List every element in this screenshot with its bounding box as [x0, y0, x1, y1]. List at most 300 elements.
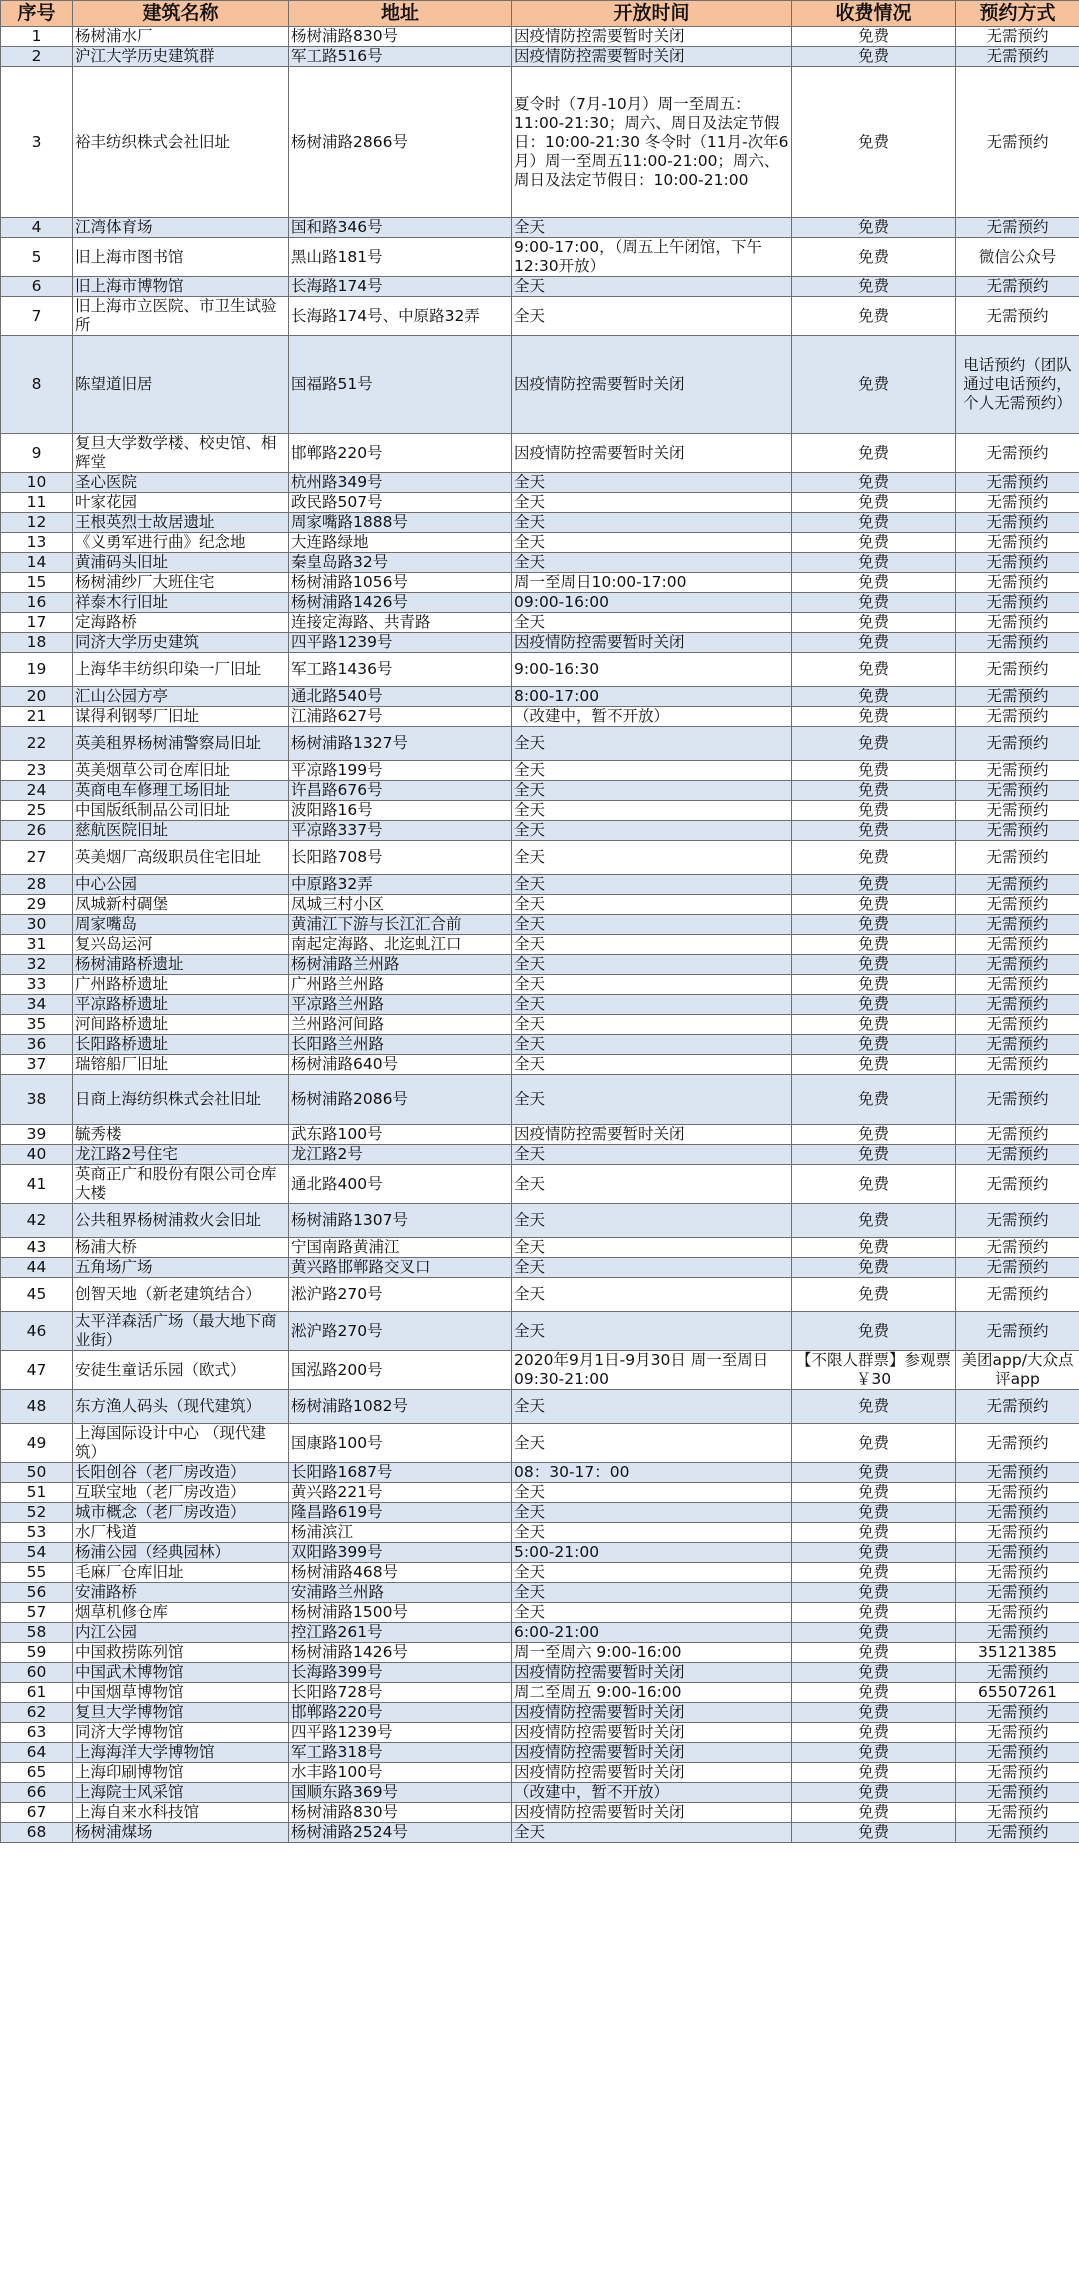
row-index: 47	[1, 1351, 73, 1390]
row-fee: 免费	[792, 1503, 956, 1523]
row-building-name: 陈望道旧居	[73, 336, 289, 434]
table-row	[1, 1390, 1079, 1424]
row-opening-hours: 全天	[512, 493, 792, 513]
row-address: 周家嘴路1888号	[289, 513, 512, 533]
row-building-name: 谋得利钢琴厂旧址	[73, 707, 289, 727]
row-booking: 无需预约	[956, 218, 1079, 238]
row-booking: 无需预约	[956, 761, 1079, 781]
row-booking: 无需预约	[956, 553, 1079, 573]
row-opening-hours: 全天	[512, 895, 792, 915]
row-address: 四平路1239号	[289, 1723, 512, 1743]
row-building-name: 上海印刷博物馆	[73, 1763, 289, 1783]
table-row	[1, 1563, 1079, 1583]
table-row	[1, 1703, 1079, 1723]
row-address: 军工路516号	[289, 47, 512, 67]
row-building-name: 杨树浦水厂	[73, 27, 289, 47]
table-row	[1, 1723, 1079, 1743]
row-index: 64	[1, 1743, 73, 1763]
row-index: 48	[1, 1390, 73, 1424]
row-fee: 免费	[792, 1763, 956, 1783]
row-index: 15	[1, 573, 73, 593]
table-row	[1, 1055, 1079, 1075]
table-row	[1, 935, 1079, 955]
row-address: 国泓路200号	[289, 1351, 512, 1390]
row-opening-hours: 全天	[512, 533, 792, 553]
row-opening-hours: 全天	[512, 801, 792, 821]
row-booking: 无需预约	[956, 513, 1079, 533]
row-address: 国康路100号	[289, 1424, 512, 1463]
row-index: 49	[1, 1424, 73, 1463]
row-fee: 免费	[792, 935, 956, 955]
row-address: 长海路174号、中原路32弄	[289, 297, 512, 336]
table-row	[1, 633, 1079, 653]
row-opening-hours: 全天	[512, 1563, 792, 1583]
row-address: 杨树浦路2866号	[289, 67, 512, 218]
row-address: 通北路400号	[289, 1165, 512, 1204]
row-opening-hours: 全天	[512, 955, 792, 975]
row-index: 11	[1, 493, 73, 513]
row-booking: 无需预约	[956, 434, 1079, 473]
row-booking: 无需预约	[956, 1258, 1079, 1278]
row-index: 5	[1, 238, 73, 277]
row-opening-hours: 因疫情防控需要暂时关闭	[512, 336, 792, 434]
table-row	[1, 1743, 1079, 1763]
row-building-name: 东方渔人码头（现代建筑）	[73, 1390, 289, 1424]
row-booking: 微信公众号	[956, 238, 1079, 277]
row-booking: 无需预约	[956, 1783, 1079, 1803]
row-fee: 免费	[792, 915, 956, 935]
row-index: 10	[1, 473, 73, 493]
row-booking: 无需预约	[956, 781, 1079, 801]
row-booking: 无需预约	[956, 1075, 1079, 1125]
row-address: 杨浦滨江	[289, 1523, 512, 1543]
row-booking: 无需预约	[956, 1390, 1079, 1424]
row-building-name: 英美租界杨树浦警察局旧址	[73, 727, 289, 761]
row-building-name: 圣心医院	[73, 473, 289, 493]
table-row	[1, 801, 1079, 821]
row-opening-hours: 全天	[512, 995, 792, 1015]
row-index: 41	[1, 1165, 73, 1204]
row-fee: 免费	[792, 1258, 956, 1278]
row-fee: 免费	[792, 801, 956, 821]
table-row	[1, 727, 1079, 761]
row-fee: 免费	[792, 653, 956, 687]
table-row	[1, 513, 1079, 533]
row-building-name: 上海海洋大学博物馆	[73, 1743, 289, 1763]
row-index: 40	[1, 1145, 73, 1165]
row-address: 杨树浦路2086号	[289, 1075, 512, 1125]
row-building-name: 中国烟草博物馆	[73, 1683, 289, 1703]
row-address: 杨树浦路1426号	[289, 593, 512, 613]
row-booking: 无需预约	[956, 1563, 1079, 1583]
row-fee: 免费	[792, 1390, 956, 1424]
row-opening-hours: 周一至周日10:00-17:00	[512, 573, 792, 593]
table-row	[1, 1663, 1079, 1683]
row-address: 连接定海路、共青路	[289, 613, 512, 633]
header-index: 序号	[1, 1, 73, 27]
row-index: 14	[1, 553, 73, 573]
row-address: 杨树浦路1307号	[289, 1204, 512, 1238]
row-opening-hours: 全天	[512, 1238, 792, 1258]
table-row	[1, 1803, 1079, 1823]
row-building-name: 长阳创谷（老厂房改造）	[73, 1463, 289, 1483]
row-opening-hours: 因疫情防控需要暂时关闭	[512, 1763, 792, 1783]
row-fee: 免费	[792, 1278, 956, 1312]
row-booking: 无需预约	[956, 593, 1079, 613]
row-building-name: 祥泰木行旧址	[73, 593, 289, 613]
row-index: 44	[1, 1258, 73, 1278]
table-row	[1, 841, 1079, 875]
row-booking: 无需预约	[956, 1763, 1079, 1783]
row-building-name: 太平洋森活广场（最大地下商业街）	[73, 1312, 289, 1351]
row-building-name: 日商上海纺织株式会社旧址	[73, 1075, 289, 1125]
table-row	[1, 955, 1079, 975]
row-booking: 无需预约	[956, 1312, 1079, 1351]
row-address: 杨树浦路830号	[289, 27, 512, 47]
row-opening-hours: 全天	[512, 1278, 792, 1312]
row-booking: 无需预约	[956, 895, 1079, 915]
row-index: 17	[1, 613, 73, 633]
row-opening-hours: 全天	[512, 1583, 792, 1603]
row-index: 29	[1, 895, 73, 915]
row-booking: 无需预约	[956, 955, 1079, 975]
row-fee: 免费	[792, 975, 956, 995]
row-booking: 无需预约	[956, 1424, 1079, 1463]
row-booking: 无需预约	[956, 277, 1079, 297]
row-building-name: 复旦大学数学楼、校史馆、相辉堂	[73, 434, 289, 473]
row-fee: 免费	[792, 995, 956, 1015]
row-index: 36	[1, 1035, 73, 1055]
row-opening-hours: 全天	[512, 1015, 792, 1035]
row-fee: 免费	[792, 593, 956, 613]
row-booking: 无需预约	[956, 1278, 1079, 1312]
row-fee: 免费	[792, 1803, 956, 1823]
row-building-name: 英美烟草公司仓库旧址	[73, 761, 289, 781]
row-fee: 免费	[792, 1125, 956, 1145]
row-address: 中原路32弄	[289, 875, 512, 895]
row-fee: 免费	[792, 895, 956, 915]
row-fee: 免费	[792, 1723, 956, 1743]
row-building-name: 中国救捞陈列馆	[73, 1643, 289, 1663]
table-row	[1, 781, 1079, 801]
row-index: 25	[1, 801, 73, 821]
row-booking: 无需预约	[956, 1035, 1079, 1055]
row-building-name: 平凉路桥遗址	[73, 995, 289, 1015]
row-building-name: 河间路桥遗址	[73, 1015, 289, 1035]
row-booking: 无需预约	[956, 493, 1079, 513]
row-address: 兰州路河间路	[289, 1015, 512, 1035]
row-index: 42	[1, 1204, 73, 1238]
row-address: 邯郸路220号	[289, 1703, 512, 1723]
row-fee: 免费	[792, 1683, 956, 1703]
row-fee: 免费	[792, 553, 956, 573]
row-fee: 【不限人群票】参观票￥30	[792, 1351, 956, 1390]
row-fee: 免费	[792, 1238, 956, 1258]
row-booking: 35121385	[956, 1643, 1079, 1663]
row-index: 61	[1, 1683, 73, 1703]
row-opening-hours: 5:00-21:00	[512, 1543, 792, 1563]
table-row	[1, 493, 1079, 513]
row-booking: 无需预约	[956, 707, 1079, 727]
row-opening-hours: 全天	[512, 1035, 792, 1055]
row-fee: 免费	[792, 727, 956, 761]
row-address: 黄兴路221号	[289, 1483, 512, 1503]
row-opening-hours: 全天	[512, 1823, 792, 1843]
row-building-name: 旧上海市图书馆	[73, 238, 289, 277]
row-fee: 免费	[792, 47, 956, 67]
header-opening-hours: 开放时间	[512, 1, 792, 27]
row-booking: 无需预约	[956, 995, 1079, 1015]
row-index: 35	[1, 1015, 73, 1035]
row-booking: 无需预约	[956, 821, 1079, 841]
row-address: 黄浦江下游与长江汇合前	[289, 915, 512, 935]
row-building-name: 毓秀楼	[73, 1125, 289, 1145]
row-fee: 免费	[792, 1075, 956, 1125]
row-building-name: 同济大学博物馆	[73, 1723, 289, 1743]
row-index: 24	[1, 781, 73, 801]
table-row	[1, 653, 1079, 687]
row-fee: 免费	[792, 633, 956, 653]
row-index: 27	[1, 841, 73, 875]
row-booking: 无需预约	[956, 1743, 1079, 1763]
row-index: 33	[1, 975, 73, 995]
row-booking: 无需预约	[956, 1125, 1079, 1145]
row-fee: 免费	[792, 1015, 956, 1035]
row-index: 59	[1, 1643, 73, 1663]
row-building-name: 英商正广和股份有限公司仓库大楼	[73, 1165, 289, 1204]
table-row	[1, 1278, 1079, 1312]
row-building-name: 城市概念（老厂房改造）	[73, 1503, 289, 1523]
row-booking: 无需预约	[956, 687, 1079, 707]
row-building-name: 上海国际设计中心 （现代建筑）	[73, 1424, 289, 1463]
row-opening-hours: 因疫情防控需要暂时关闭	[512, 1743, 792, 1763]
row-fee: 免费	[792, 1663, 956, 1683]
table-row	[1, 1763, 1079, 1783]
row-address: 杨树浦路1426号	[289, 1643, 512, 1663]
row-index: 62	[1, 1703, 73, 1723]
row-building-name: 公共租界杨树浦救火会旧址	[73, 1204, 289, 1238]
row-fee: 免费	[792, 1463, 956, 1483]
row-index: 4	[1, 218, 73, 238]
row-opening-hours: 全天	[512, 915, 792, 935]
row-address: 双阳路399号	[289, 1543, 512, 1563]
row-index: 19	[1, 653, 73, 687]
row-address: 通北路540号	[289, 687, 512, 707]
row-index: 38	[1, 1075, 73, 1125]
row-building-name: 上海院士风采馆	[73, 1783, 289, 1803]
table-row	[1, 1583, 1079, 1603]
row-index: 3	[1, 67, 73, 218]
row-opening-hours: 因疫情防控需要暂时关闭	[512, 1663, 792, 1683]
table-row	[1, 1683, 1079, 1703]
row-opening-hours: 全天	[512, 218, 792, 238]
row-index: 2	[1, 47, 73, 67]
row-booking: 无需预约	[956, 297, 1079, 336]
row-opening-hours: 全天	[512, 975, 792, 995]
row-building-name: 英商电车修理工场旧址	[73, 781, 289, 801]
row-address: 邯郸路220号	[289, 434, 512, 473]
row-fee: 免费	[792, 493, 956, 513]
row-fee: 免费	[792, 1643, 956, 1663]
row-booking: 无需预约	[956, 1703, 1079, 1723]
row-address: 四平路1239号	[289, 633, 512, 653]
row-opening-hours: 全天	[512, 761, 792, 781]
row-address: 江浦路627号	[289, 707, 512, 727]
row-booking: 无需预约	[956, 1543, 1079, 1563]
row-booking: 无需预约	[956, 533, 1079, 553]
row-opening-hours: 因疫情防控需要暂时关闭	[512, 1703, 792, 1723]
row-opening-hours: 6:00-21:00	[512, 1623, 792, 1643]
row-address: 杨树浦路1056号	[289, 573, 512, 593]
row-building-name: 龙江路2号住宅	[73, 1145, 289, 1165]
row-index: 68	[1, 1823, 73, 1843]
table-row	[1, 573, 1079, 593]
row-booking: 无需预约	[956, 1603, 1079, 1623]
row-booking: 无需预约	[956, 1723, 1079, 1743]
row-booking: 电话预约（团队通过电话预约，个人无需预约）	[956, 336, 1079, 434]
row-address: 许昌路676号	[289, 781, 512, 801]
row-index: 45	[1, 1278, 73, 1312]
row-booking: 无需预约	[956, 1165, 1079, 1204]
table-row	[1, 1623, 1079, 1643]
table-row	[1, 47, 1079, 67]
table-row	[1, 533, 1079, 553]
table-row	[1, 613, 1079, 633]
row-fee: 免费	[792, 1483, 956, 1503]
row-building-name: 沪江大学历史建筑群	[73, 47, 289, 67]
row-building-name: 凤城新村碉堡	[73, 895, 289, 915]
row-index: 52	[1, 1503, 73, 1523]
row-building-name: 复旦大学博物馆	[73, 1703, 289, 1723]
row-booking: 无需预约	[956, 1238, 1079, 1258]
row-address: 南起定海路、北迄虬江口	[289, 935, 512, 955]
row-index: 57	[1, 1603, 73, 1623]
table-row	[1, 67, 1079, 218]
table-row	[1, 1424, 1079, 1463]
row-building-name: 旧上海市博物馆	[73, 277, 289, 297]
row-index: 31	[1, 935, 73, 955]
row-index: 63	[1, 1723, 73, 1743]
row-fee: 免费	[792, 513, 956, 533]
row-building-name: 周家嘴岛	[73, 915, 289, 935]
row-building-name: 叶家花园	[73, 493, 289, 513]
row-building-name: 上海华丰纺织印染一厂旧址	[73, 653, 289, 687]
row-address: 长海路174号	[289, 277, 512, 297]
table-row	[1, 875, 1079, 895]
row-index: 66	[1, 1783, 73, 1803]
row-fee: 免费	[792, 955, 956, 975]
row-index: 55	[1, 1563, 73, 1583]
row-address: 隆昌路619号	[289, 1503, 512, 1523]
row-fee: 免费	[792, 1623, 956, 1643]
row-booking: 无需预约	[956, 801, 1079, 821]
row-building-name: 杨树浦煤场	[73, 1823, 289, 1843]
table-row	[1, 1483, 1079, 1503]
table-row	[1, 1312, 1079, 1351]
row-building-name: 互联宝地（老厂房改造）	[73, 1483, 289, 1503]
row-building-name: 《义勇军进行曲》纪念地	[73, 533, 289, 553]
row-fee: 免费	[792, 533, 956, 553]
row-address: 宁国南路黄浦江	[289, 1238, 512, 1258]
row-opening-hours: （改建中，暂不开放）	[512, 707, 792, 727]
row-booking: 无需预约	[956, 1583, 1079, 1603]
row-opening-hours: 9:00-16:30	[512, 653, 792, 687]
row-opening-hours: 全天	[512, 513, 792, 533]
row-fee: 免费	[792, 687, 956, 707]
row-opening-hours: 全天	[512, 727, 792, 761]
row-index: 54	[1, 1543, 73, 1563]
row-booking: 无需预约	[956, 1623, 1079, 1643]
row-opening-hours: 因疫情防控需要暂时关闭	[512, 47, 792, 67]
row-fee: 免费	[792, 473, 956, 493]
row-address: 政民路507号	[289, 493, 512, 513]
row-address: 长阳路1687号	[289, 1463, 512, 1483]
row-fee: 免费	[792, 707, 956, 727]
row-fee: 免费	[792, 238, 956, 277]
row-booking: 无需预约	[956, 727, 1079, 761]
row-fee: 免费	[792, 761, 956, 781]
row-opening-hours: 因疫情防控需要暂时关闭	[512, 1723, 792, 1743]
row-building-name: 长阳路桥遗址	[73, 1035, 289, 1055]
row-address: 龙江路2号	[289, 1145, 512, 1165]
row-fee: 免费	[792, 1703, 956, 1723]
table-row	[1, 553, 1079, 573]
row-index: 65	[1, 1763, 73, 1783]
row-building-name: 裕丰纺织株式会社旧址	[73, 67, 289, 218]
row-address: 凤城三村小区	[289, 895, 512, 915]
table-row	[1, 1258, 1079, 1278]
row-opening-hours: 全天	[512, 1603, 792, 1623]
row-building-name: 杨树浦纱厂大班住宅	[73, 573, 289, 593]
row-opening-hours: 全天	[512, 1145, 792, 1165]
table-row	[1, 297, 1079, 336]
row-index: 18	[1, 633, 73, 653]
row-booking: 无需预约	[956, 1503, 1079, 1523]
table-row	[1, 473, 1079, 493]
row-address: 杨树浦路2524号	[289, 1823, 512, 1843]
row-building-name: 瑞镕船厂旧址	[73, 1055, 289, 1075]
table-row	[1, 1523, 1079, 1543]
row-fee: 免费	[792, 1783, 956, 1803]
row-opening-hours: 因疫情防控需要暂时关闭	[512, 434, 792, 473]
row-booking: 无需预约	[956, 875, 1079, 895]
row-address: 杨树浦路640号	[289, 1055, 512, 1075]
row-address: 杨树浦路1327号	[289, 727, 512, 761]
row-booking: 无需预约	[956, 1015, 1079, 1035]
row-index: 13	[1, 533, 73, 553]
row-building-name: 杨树浦路桥遗址	[73, 955, 289, 975]
row-building-name: 安徒生童话乐园（欧式）	[73, 1351, 289, 1390]
row-index: 50	[1, 1463, 73, 1483]
row-address: 国福路51号	[289, 336, 512, 434]
row-fee: 免费	[792, 67, 956, 218]
row-index: 7	[1, 297, 73, 336]
row-address: 长阳路兰州路	[289, 1035, 512, 1055]
row-address: 广州路兰州路	[289, 975, 512, 995]
row-index: 58	[1, 1623, 73, 1643]
row-index: 16	[1, 593, 73, 613]
row-building-name: 旧上海市立医院、市卫生试验所	[73, 297, 289, 336]
row-address: 平凉路兰州路	[289, 995, 512, 1015]
row-building-name: 广州路桥遗址	[73, 975, 289, 995]
row-address: 杨树浦路1500号	[289, 1603, 512, 1623]
row-opening-hours: 全天	[512, 781, 792, 801]
row-fee: 免费	[792, 1543, 956, 1563]
row-building-name: 中国武术博物馆	[73, 1663, 289, 1683]
row-booking: 无需预约	[956, 573, 1079, 593]
table-row	[1, 1351, 1079, 1390]
table-row	[1, 915, 1079, 935]
